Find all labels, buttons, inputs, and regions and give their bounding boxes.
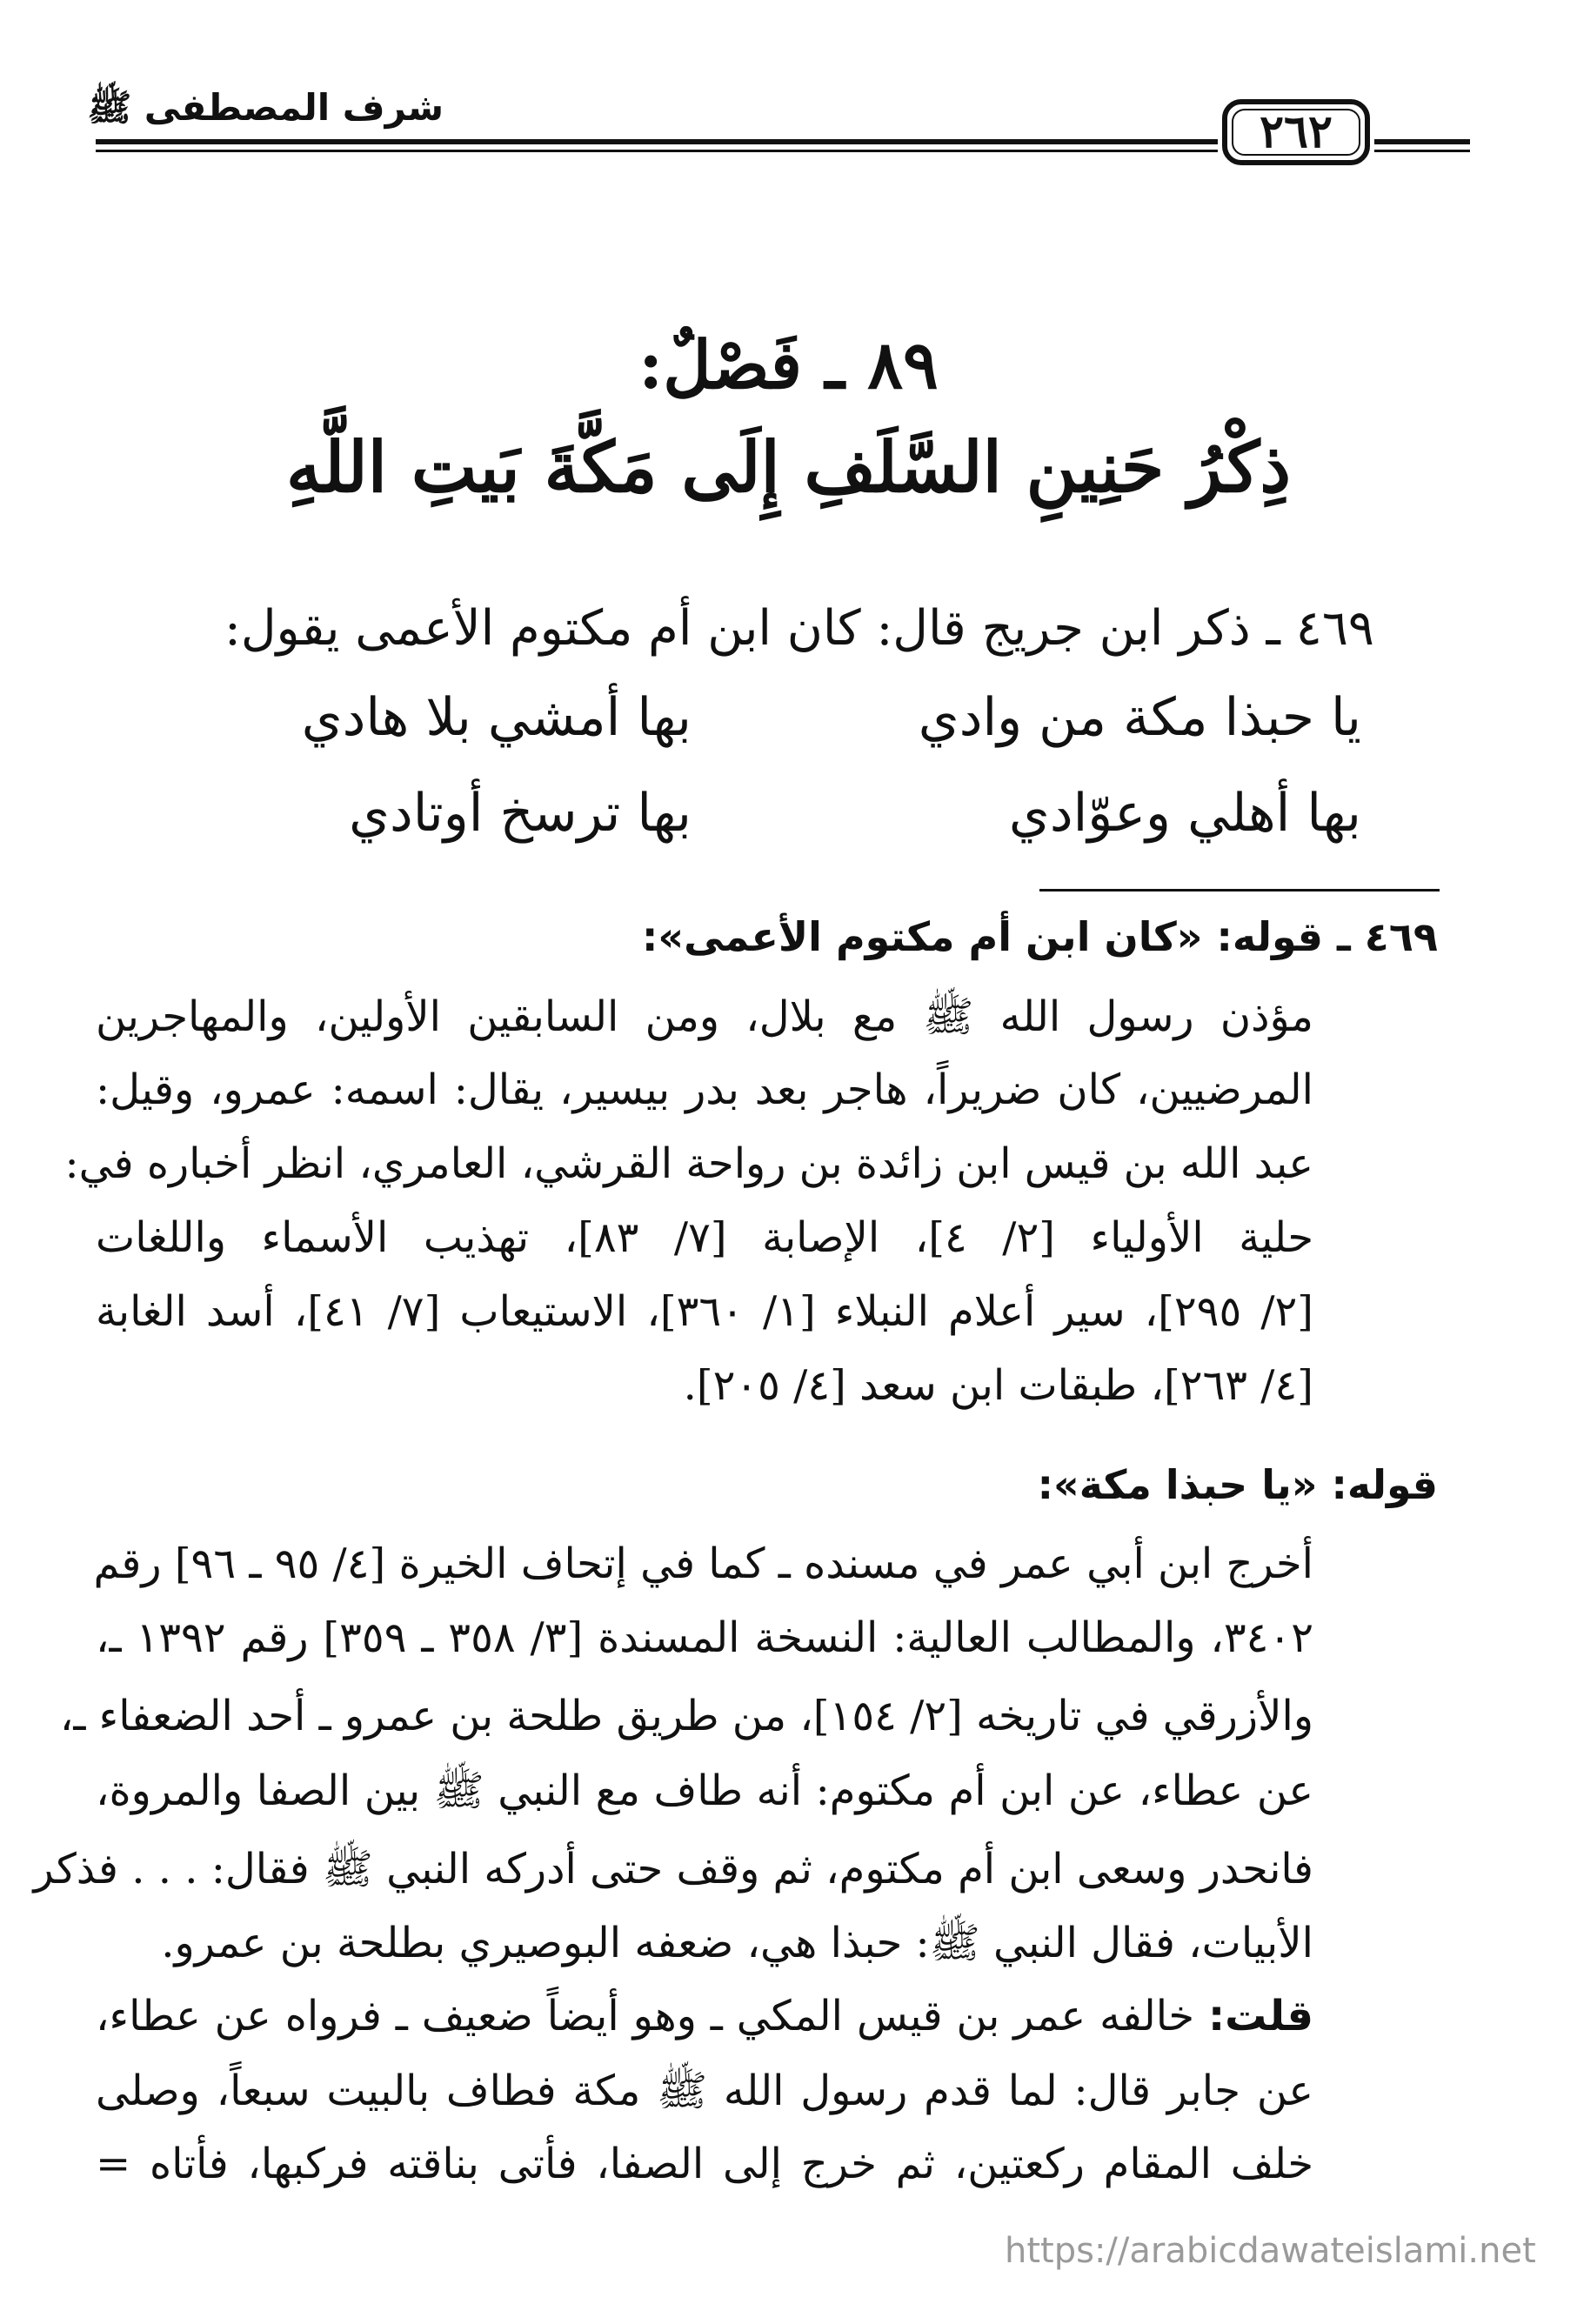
note-line: مؤذن رسول الله ﷺ مع بلال، ومن السابقين الأولين، والمهاجرين — [96, 992, 1313, 1041]
note-line: [٤/ ٢٦٣]، طبقات ابن سعد [٤/ ٢٠٥]. — [683, 1361, 1313, 1410]
verse-hemistich-right: يا حبذا مكة من وادي — [918, 687, 1361, 748]
note-line: عن جابر قال: لما قدم رسول الله ﷺ مكة فطاف بالبيت سبعاً، وصلى — [96, 2067, 1313, 2115]
page-number: ٢٦٢ — [1222, 99, 1370, 165]
note-heading: قوله: «يا حبذا مكة»: — [1037, 1461, 1438, 1508]
note-line: المرضيين، كان ضريراً، هاجر بعد بدر بيسير، يقال: اسمه: عمرو، وقيل: — [96, 1065, 1313, 1114]
note-line: [٢/ ٢٩٥]، سير أعلام النبلاء [١/ ٣٦٠]، الاستيعاب [٧/ ٤١]، أسد الغابة — [96, 1287, 1314, 1336]
header-rule — [96, 139, 1218, 144]
header-rule-thin — [96, 150, 1218, 152]
main-intro-line: ٤٦٩ ـ ذكر ابن جريج قال: كان ابن أم مكتوم الأعمى يقول: — [224, 600, 1374, 657]
note-line: عن عطاء، عن ابن أم مكتوم: أنه طاف مع النبي ﷺ بين الصفا والمروة، — [96, 1766, 1313, 1815]
section-subtitle: ذِكْرُ حَنِينِ السَّلَفِ إِلَى مَكَّةَ بَيتِ اللَّهِ — [286, 426, 1291, 508]
note-heading: ٤٦٩ ـ قوله: «كان ابن أم مكتوم الأعمى»: — [642, 913, 1438, 960]
header-rule-right-thin — [1374, 150, 1470, 152]
note-line — [96, 1992, 1313, 2040]
note-line: فانحدر وسعى ابن أم مكتوم، ثم وقف حتى أدركه النبي ﷺ فقال: . . . فذكر — [33, 1845, 1313, 1893]
section-number-title: ٨٩ ـ فَصْلٌ: — [638, 326, 939, 404]
verse-hemistich-left: بها ترسخ أوتادي — [349, 783, 692, 844]
note-line: خلف المقام ركعتين، ثم خرج إلى الصفا، فأتى بناقته فركبها، فأتاه = — [96, 2140, 1313, 2188]
qult-text: خالفه عمر بن قيس المكي ـ وهو أيضاً ضعيف ـ فرواه عن عطاء، — [96, 1992, 1208, 2040]
header-rule-right — [1374, 139, 1470, 144]
note-line: والأزرقي في تاريخه [٢/ ١٥٤]، من طريق طلحة بن عمرو ـ أحد الضعفاء ـ، — [59, 1692, 1313, 1740]
verse-hemistich-right: بها أهلي وعوّادي — [1008, 783, 1361, 844]
note-line: الأبيات، فقال النبي ﷺ: حبذا هي، ضعفه البوصيري بطلحة بن عمرو. — [161, 1919, 1313, 1967]
watermark-url: https://arabicdawateislami.net — [1005, 2231, 1536, 2271]
footnote-divider — [1039, 889, 1440, 892]
note-line: حلية الأولياء [٢/ ٤]، الإصابة [٧/ ٨٣]، تهذيب الأسماء واللغات — [96, 1213, 1313, 1262]
verse-hemistich-left: بها أمشي بلا هادي — [301, 687, 692, 748]
qult-label: قلت: — [1207, 1992, 1313, 2040]
verse-row — [170, 783, 1361, 852]
note-line: أخرج ابن أبي عمر في مسنده ـ كما في إتحاف الخيرة [٤/ ٩٥ ـ ٩٦] رقم — [93, 1539, 1313, 1588]
running-head-book-title: شرف المصطفى ﷺ — [87, 86, 444, 129]
note-line: ٣٤٠٢، والمطالب العالية: النسخة المسندة [٣/ ٣٥٨ ـ ٣٥٩] رقم ١٣٩٢ ـ، — [96, 1613, 1313, 1662]
verse-row — [170, 687, 1361, 757]
note-line: عبد الله بن قيس ابن زائدة بن رواحة القرشي، العامري، انظر أخباره في: — [64, 1139, 1313, 1188]
